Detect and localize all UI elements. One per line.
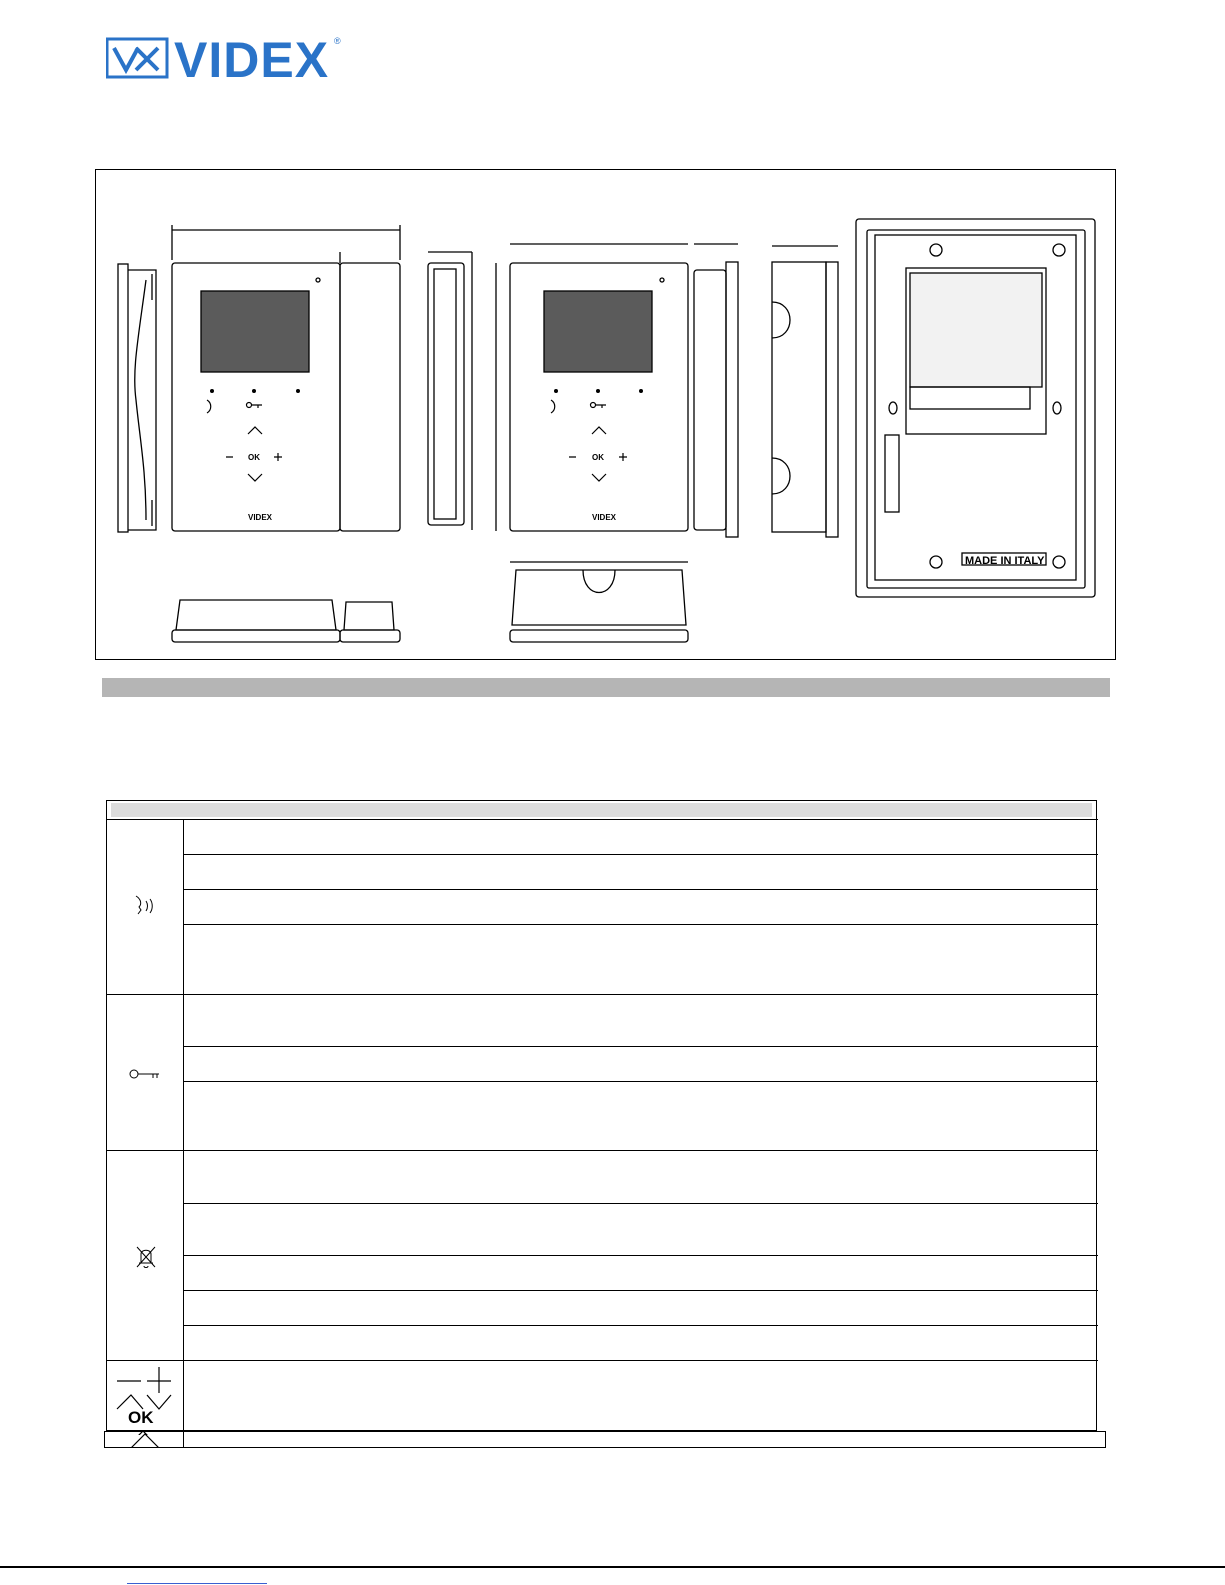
monitor-front-handset	[172, 225, 400, 531]
videx-logo	[106, 32, 346, 88]
row-line	[183, 889, 1098, 890]
monitor-side	[694, 244, 738, 537]
row-line	[183, 1255, 1098, 1256]
row-line	[183, 1203, 1098, 1204]
made-in-italy-label: MADE IN ITALY	[965, 555, 1045, 567]
side-profile-left	[118, 264, 156, 532]
row-line	[107, 819, 1098, 820]
row-line	[183, 1081, 1098, 1082]
left-panel-brand: VIDEX	[248, 513, 273, 522]
row-line	[183, 924, 1098, 925]
row-line	[183, 1046, 1098, 1047]
videx-logo-mark	[106, 36, 170, 80]
group-line	[107, 1150, 1098, 1151]
footer-rule	[0, 1566, 1225, 1568]
column-divider	[183, 819, 184, 1432]
ok-key-label: OK	[128, 1408, 154, 1427]
section-heading-bar	[102, 678, 1110, 697]
key-icon	[129, 1067, 161, 1081]
right-panel-brand: VIDEX	[592, 513, 617, 522]
row-line	[183, 854, 1098, 855]
product-drawing	[96, 170, 1117, 661]
up-arrow-icon	[129, 1432, 161, 1448]
bottom-view-handset	[172, 600, 400, 642]
group-line	[107, 994, 1098, 995]
footer-link-underline[interactable]	[127, 1583, 267, 1584]
functions-table	[106, 800, 1097, 1431]
right-ok-label: OK	[592, 453, 604, 462]
brand-name: VIDEX	[174, 32, 330, 88]
table-footer-row	[104, 1431, 1106, 1448]
left-ok-label: OK	[248, 453, 260, 462]
handset-side	[428, 252, 472, 530]
back-plate	[856, 219, 1095, 597]
wall-box-side	[772, 246, 838, 537]
registered-mark: ®	[334, 36, 341, 46]
speech-icon	[131, 893, 161, 919]
table-header	[111, 803, 1092, 817]
column-divider	[183, 1432, 184, 1448]
left-monitor-leds	[210, 389, 643, 393]
row-line	[183, 1290, 1098, 1291]
monitor-front	[496, 244, 688, 531]
row-line	[183, 1325, 1098, 1326]
group-line	[107, 1360, 1098, 1361]
product-drawing-frame	[95, 169, 1116, 660]
bottom-view-monitor	[510, 562, 688, 642]
bell-mute-icon	[133, 1243, 159, 1271]
